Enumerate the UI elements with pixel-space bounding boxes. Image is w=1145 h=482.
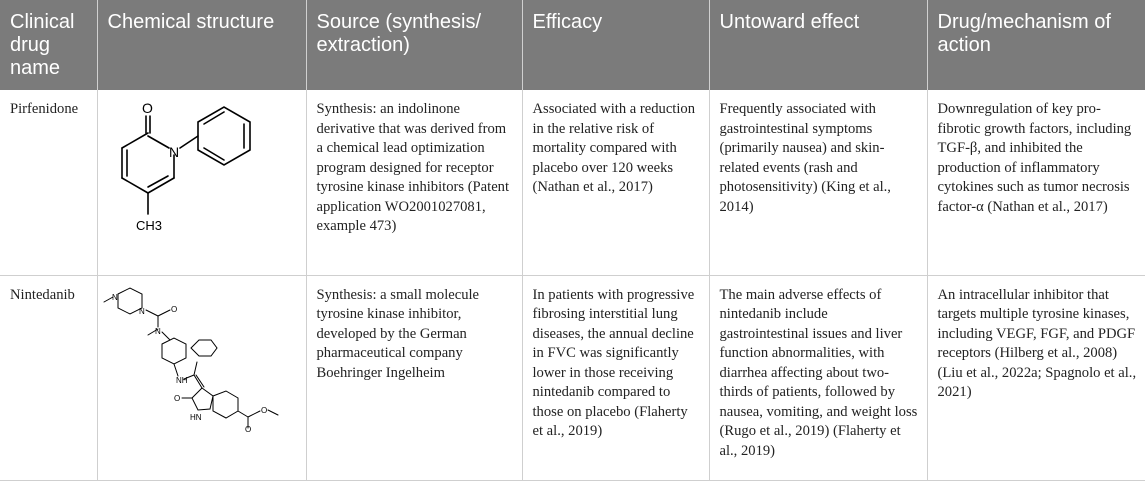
chemical-structure-cell <box>97 275 306 480</box>
structure-label-n3: N <box>154 326 161 336</box>
structure-label-o: O <box>141 100 153 116</box>
mechanism-cell: Downregulation of key pro-fibrotic growth factors, including TGF-β, and inhibited the production of inflammatory cytokines such as tumor necrosis factor-α (Nathan et al., 2017) <box>927 90 1145 275</box>
drug-name-cell: Pirfenidone <box>0 90 97 275</box>
structure-label-n1: N <box>111 292 118 302</box>
table-row <box>0 275 1145 480</box>
table-row <box>0 90 1145 275</box>
chemical-structure-cell <box>97 90 306 275</box>
mechanism-cell: An intracellular inhibitor that targets multiple tyrosine kinases, including VEGF, FGF, and PDGF receptors (Hilberg et al., 2008) (Liu et al., 2022a; Spagnolo et al., 2021) <box>927 275 1145 480</box>
untoward-effect-cell: The main adverse effects of nintedanib include gastrointestinal issues and liver function abnormalities, with diarrhea affecting about two-thirds of patients, followed by nausea, vomiting, and weight loss (Rugo et al., 2019) (Flaherty et al., 2019) <box>709 275 927 480</box>
structure-label-o3: O <box>244 424 251 432</box>
pirfenidone-structure-image <box>102 96 302 236</box>
header-source: Source (synthesis/ extraction) <box>306 0 522 90</box>
structure-label-ch3: CH3 <box>135 218 162 233</box>
structure-label-n2: N <box>138 306 145 316</box>
nintedanib-structure-image <box>102 282 302 432</box>
header-untoward-effect: Untoward effect <box>709 0 927 90</box>
header-mechanism: Drug/mechanism of action <box>927 0 1145 90</box>
source-cell: Synthesis: an indolinone derivative that was derived from a chemical lead optimization program designed for receptor tyrosine kinase inhibitors (Patent application WO2001027081, example 473) <box>306 90 522 275</box>
header-clinical-drug-name: Clinical drug name <box>0 0 97 90</box>
structure-label-nh: NH <box>175 375 188 385</box>
header-efficacy: Efficacy <box>522 0 709 90</box>
structure-label-hn: HN <box>189 412 202 422</box>
source-cell: Synthesis: a small molecule tyrosine kinase inhibitor, developed by the German pharmaceutical company Boehringer Ingelheim <box>306 275 522 480</box>
structure-label-o2: O <box>173 393 180 403</box>
structure-label-n: N <box>168 144 179 160</box>
header-chemical-structure: Chemical structure <box>97 0 306 90</box>
untoward-effect-cell: Frequently associated with gastrointestinal symptoms (primarily nausea) and skin-related events (rash and photosensitivity) (King et al., 2014) <box>709 90 927 275</box>
efficacy-cell: Associated with a reduction in the relative risk of mortality compared with placebo over 120 weeks (Nathan et al., 2017) <box>522 90 709 275</box>
structure-label-o4: O <box>260 405 267 415</box>
header-row <box>0 0 1145 90</box>
structure-label-o1: O <box>170 304 177 314</box>
drug-name-cell: Nintedanib <box>0 275 97 480</box>
efficacy-cell: In patients with progressive fibrosing interstitial lung diseases, the annual decline in FVC was significantly lower in those receiving nintedanib compared to those on placebo (Flaherty et al., 2019) <box>522 275 709 480</box>
